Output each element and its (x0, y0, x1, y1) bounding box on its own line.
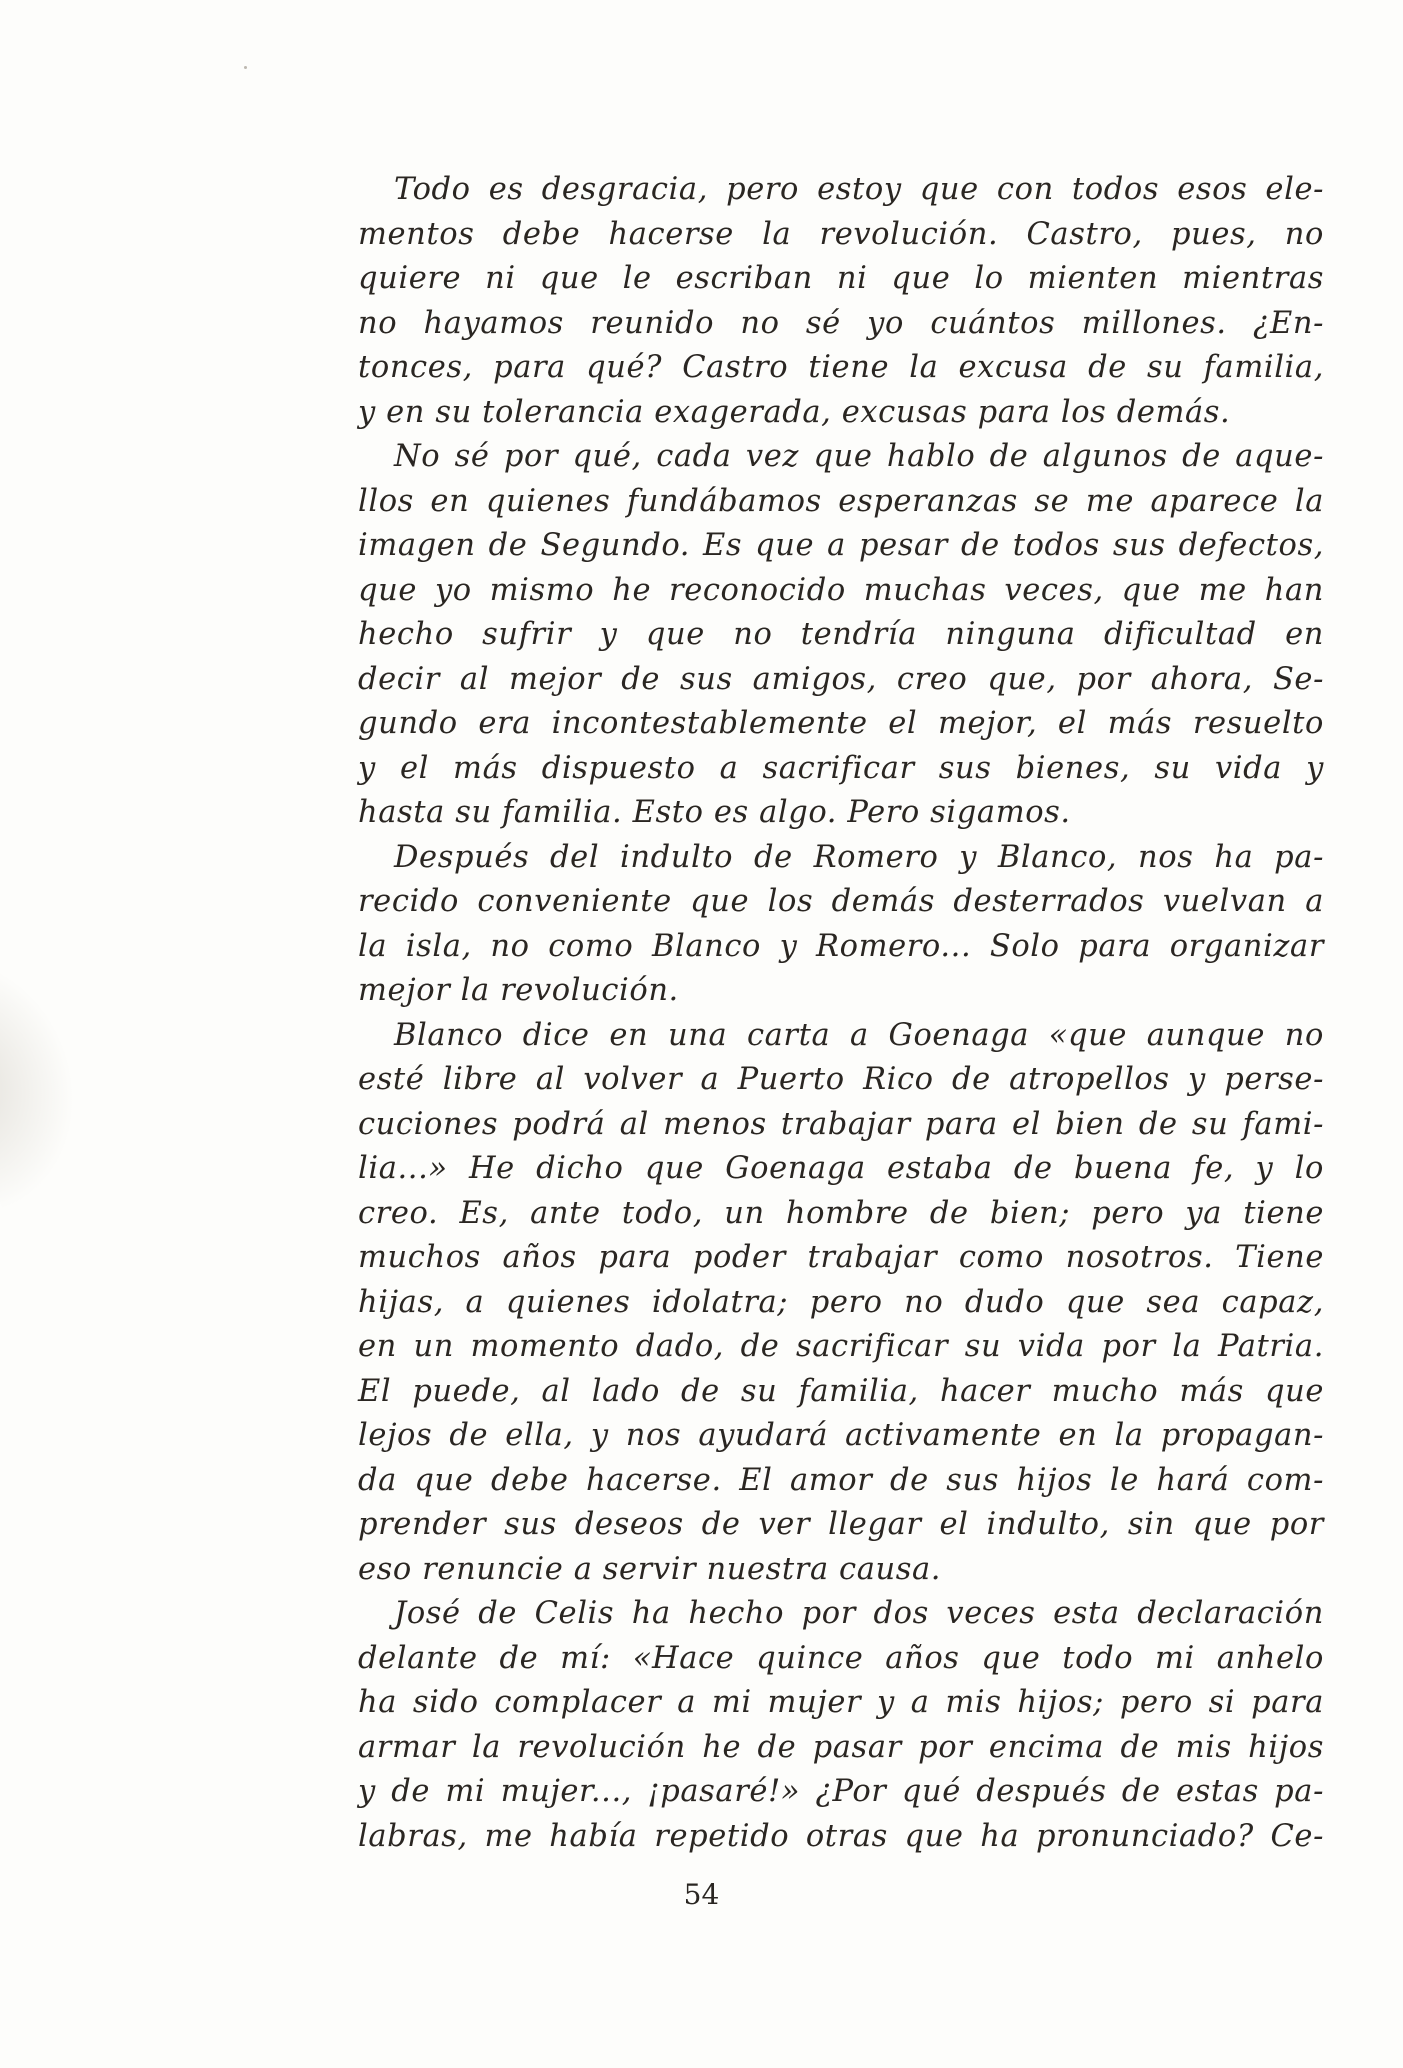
body-text (358, 168, 1324, 1859)
text-line: da que debe hacerse. El amor de sus hijos le hará com- (358, 1462, 1324, 1498)
text-line: armar la revolución he de pasar por encima de mis hijos (358, 1729, 1324, 1765)
text-line: llos en quienes fundábamos esperanzas se me aparece la (358, 483, 1324, 519)
text-line: lia...» He dicho que Goenaga estaba de buena fe, y lo (358, 1151, 1324, 1186)
text-line: cuciones podrá al menos trabajar para el bien de su fami- (358, 1106, 1324, 1142)
page-edge-shadow (0, 929, 107, 1210)
text-line: y en su tolerancia exagerada, excusas para los demás. (358, 394, 1231, 430)
text-line: no hayamos reunido no sé yo cuántos millones. ¿En- (358, 305, 1324, 341)
text-line: Todo es desgracia, pero estoy que con todos esos ele- (394, 172, 1324, 207)
text-line: Blanco dice en una carta a Goenaga «que aunque no (394, 1017, 1324, 1053)
text-line: José de Celis ha hecho por dos veces esta declaración (394, 1596, 1324, 1631)
text-line: quiere ni que le escriban ni que lo mienten mientras (358, 261, 1324, 296)
text-line: la isla, no como Blanco y Romero... Solo para organizar (358, 928, 1324, 964)
text-line: tonces, para qué? Castro tiene la excusa de su familia, (358, 350, 1324, 385)
text-line: Después del indulto de Romero y Blanco, nos ha pa- (394, 839, 1324, 875)
text-line: en un momento dado, de sacrificar su vida por la Patria. (358, 1329, 1324, 1364)
text-line: recido conveniente que los demás desterrados vuelvan a (358, 884, 1324, 919)
text-line: esté libre al volver a Puerto Rico de atropellos y perse- (358, 1062, 1324, 1097)
text-line: mentos debe hacerse la revolución. Castro, pues, no (358, 216, 1324, 252)
text-line: El puede, al lado de su familia, hacer mucho más que (358, 1373, 1324, 1409)
text-line: decir al mejor de sus amigos, creo que, por ahora, Se- (358, 661, 1324, 697)
text-line: hasta su familia. Esto es algo. Pero sigamos. (358, 795, 1071, 830)
text-line: gundo era incontestablemente el mejor, el más resuelto (358, 706, 1324, 741)
text-line: hecho sufrir y que no tendría ninguna dificultad en (358, 617, 1324, 652)
text-line: lejos de ella, y nos ayudará activamente en la propagan- (358, 1418, 1324, 1453)
text-line: y el más dispuesto a sacrificar sus bienes, su vida y (358, 750, 1324, 786)
text-line: que yo mismo he reconocido muchas veces, que me han (358, 572, 1324, 608)
text-line: ha sido complacer a mi mujer y a mis hijos; pero si para (358, 1685, 1324, 1720)
text-line: No sé por qué, cada vez que hablo de algunos de aque- (394, 439, 1324, 474)
text-line: mejor la revolución. (358, 973, 679, 1008)
text-line: imagen de Segundo. Es que a pesar de todos sus defectos, (358, 528, 1324, 563)
text-line: eso renuncie a servir nuestra causa. (358, 1551, 942, 1587)
text-line: labras, me había repetido otras que ha pronunciado? Ce- (358, 1818, 1324, 1854)
text-line: muchos años para poder trabajar como nosotros. Tiene (358, 1240, 1324, 1275)
speck (244, 66, 247, 69)
text-line: prender sus deseos de ver llegar el indulto, sin que por (358, 1507, 1324, 1542)
page-number: 54 (683, 1878, 720, 1911)
text-line: hijas, a quienes idolatra; pero no dudo que sea capaz, (358, 1284, 1324, 1320)
text-line: y de mi mujer..., ¡pasaré!» ¿Por qué después de estas pa- (358, 1774, 1324, 1809)
text-line: delante de mí: «Hace quince años que todo mi anhelo (358, 1640, 1324, 1676)
text-line: creo. Es, ante todo, un hombre de bien; pero ya tiene (358, 1195, 1324, 1231)
